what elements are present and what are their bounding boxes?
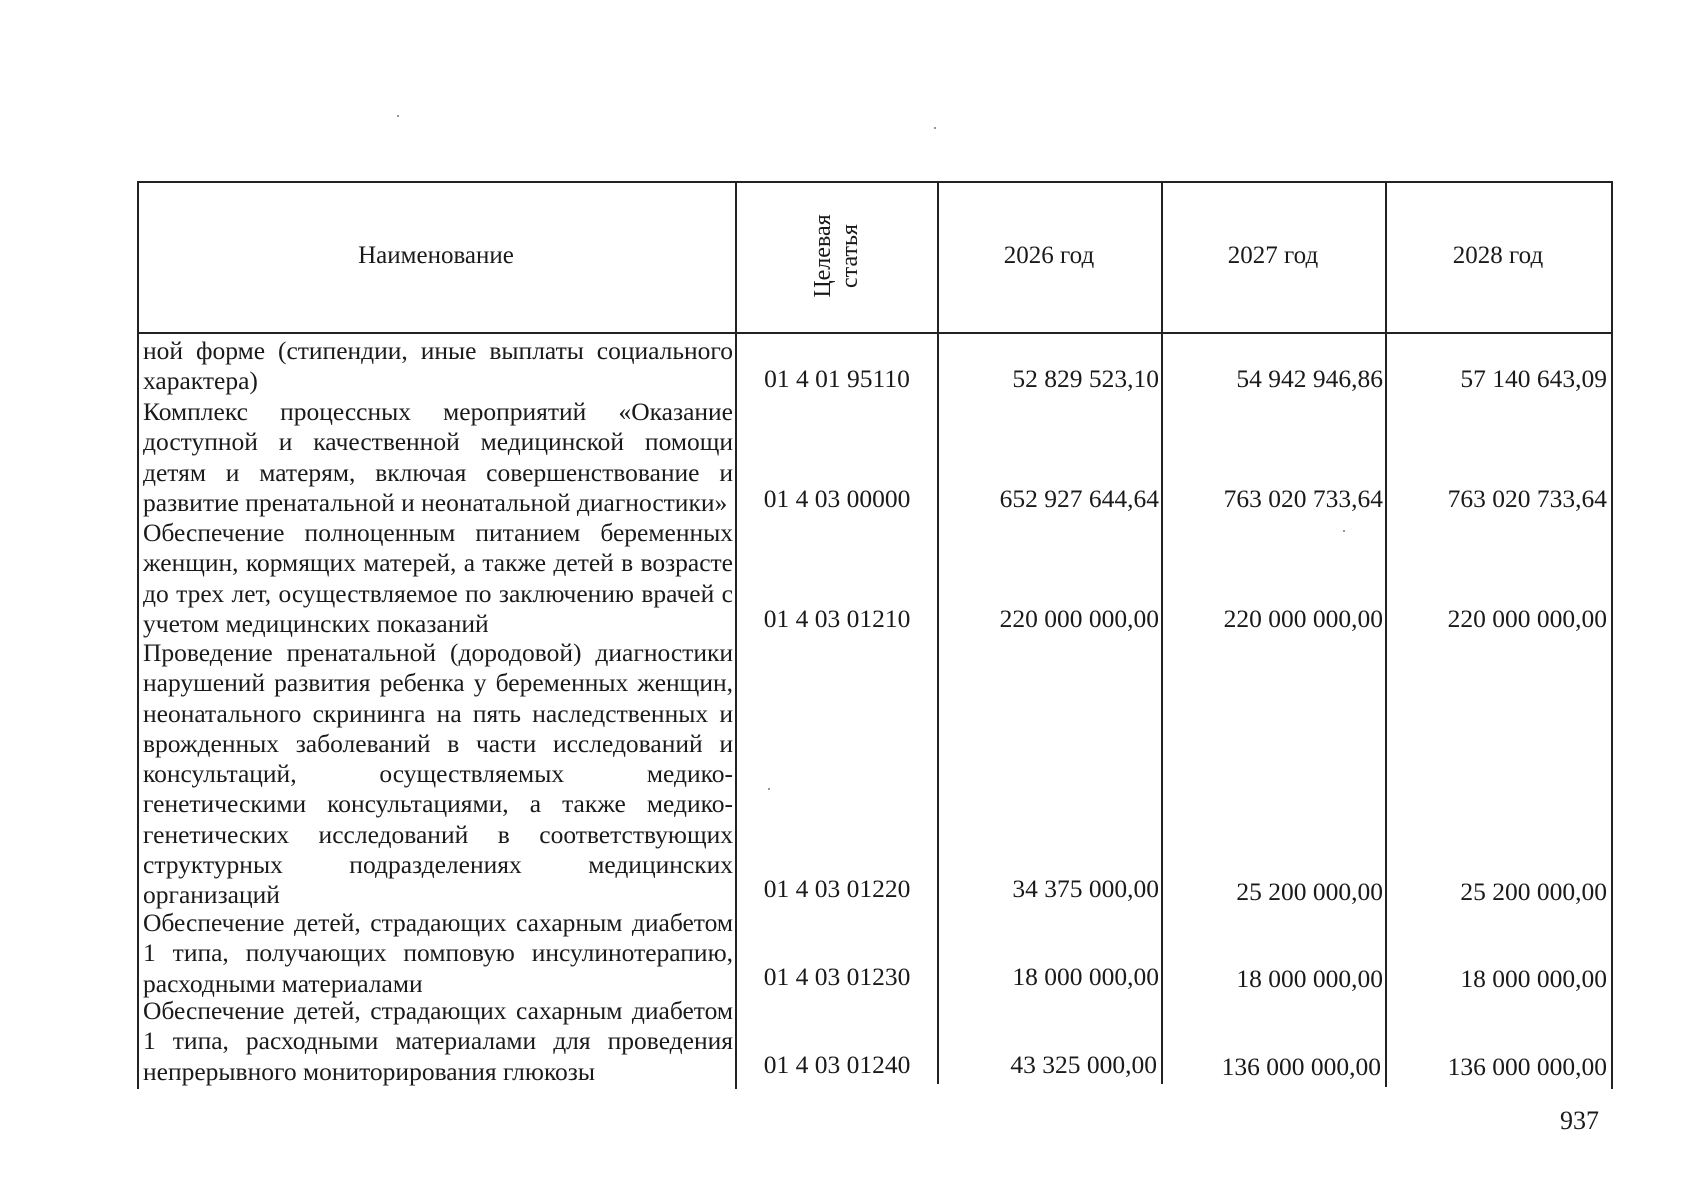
header-2026: 2026 год (1003, 242, 1095, 269)
header-name: Наименование (358, 242, 514, 269)
table-top-border (137, 181, 1613, 183)
row-value-2028: 57 140 643,09 (1460, 364, 1607, 393)
row-code: 01 4 03 01220 (763, 874, 911, 903)
col-divider-name-code (735, 181, 737, 1089)
row-value-2027: 220 000 000,00 (1223, 604, 1383, 633)
header-code-line2: статья (837, 224, 863, 288)
header-2027: 2027 год (1227, 242, 1319, 269)
row-value-2028: 220 000 000,00 (1447, 604, 1607, 633)
row-code: 01 4 03 00000 (763, 484, 911, 513)
table-left-border (137, 181, 139, 1089)
row-value-2026: 34 375 000,00 (1012, 874, 1159, 903)
row-name: Комплекс процессных мероприятий «Оказание доступной и качественной медицинской помощи детям и матерям, включая совершенствование и развитие пренатальной и неонатальной диагностики» (143, 397, 733, 517)
row-value-2026: 18 000 000,00 (1012, 962, 1159, 991)
row-code: 01 4 03 01210 (763, 604, 911, 633)
header-2028: 2028 год (1452, 242, 1544, 269)
row-value-2027: 25 200 000,00 (1236, 877, 1383, 906)
row-value-2027: 18 000 000,00 (1236, 964, 1383, 993)
table-right-border (1611, 181, 1613, 1089)
page-number: 937 (1560, 1106, 1599, 1135)
scan-speck (934, 127, 936, 129)
header-bottom-border (137, 332, 1613, 334)
header-code-line1: Целевая (810, 214, 836, 298)
row-name: Проведение пренатальной (дородовой) диагностики нарушений развития ребенка у беременных женщин, неонатального скрининга на пять наследственных и врожденных заболеваний в части исследований и консультаций, осуществляемых медико-генетическими консультациями, а также медико-генетических исследований в соответствующих структурных подразделениях медицинских организаций (143, 638, 733, 910)
scan-speck (397, 115, 399, 117)
row-value-2028: 763 020 733,64 (1447, 484, 1607, 513)
row-code: 01 4 03 01240 (763, 1050, 911, 1079)
row-value-2028: 25 200 000,00 (1460, 877, 1607, 906)
row-value-2028: 18 000 000,00 (1460, 964, 1607, 993)
row-code: 01 4 01 95110 (764, 364, 910, 393)
row-code: 01 4 03 01230 (763, 962, 911, 991)
col-divider-2027-2028 (1385, 181, 1387, 1087)
row-value-2026: 52 829 523,10 (1012, 364, 1159, 393)
row-value-2026: 43 325 000,00 (1010, 1050, 1157, 1079)
budget-table (137, 181, 1613, 1089)
row-name: Обеспечение детей, страдающих сахарным диабетом 1 типа, расходными материалами для проведения непрерывного мониторирования глюкозы (143, 996, 733, 1086)
row-value-2026: 220 000 000,00 (999, 604, 1159, 633)
header-code (810, 186, 864, 326)
row-name: ной форме (стипендии, иные выплаты социального характера) (143, 336, 733, 396)
row-value-2027: 763 020 733,64 (1223, 484, 1383, 513)
row-name: Обеспечение полноценным питанием беременных женщин, кормящих матерей, а также детей в возрасте до трех лет, осуществляемое по заключению врачей с учетом медицинских показаний (143, 518, 733, 638)
row-value-2027: 54 942 946,86 (1236, 364, 1383, 393)
row-value-2028: 136 000 000,00 (1447, 1052, 1607, 1081)
row-name: Обеспечение детей, страдающих сахарным диабетом 1 типа, получающих помповую инсулинотерапию, расходными материалами (143, 908, 733, 998)
row-value-2026: 652 927 644,64 (999, 484, 1159, 513)
row-value-2027: 136 000 000,00 (1221, 1052, 1381, 1081)
